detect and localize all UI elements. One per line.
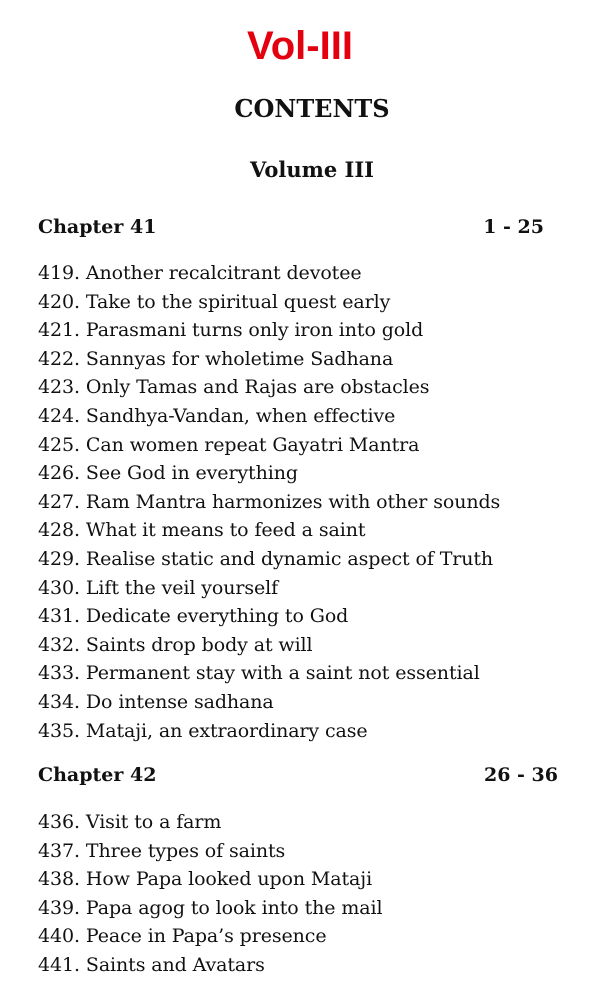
chapter-42-section	[38, 762, 558, 980]
entry-title: Papa agog to look into the mail	[85, 896, 383, 919]
entry-number: 420.	[38, 290, 80, 313]
entry-title: Can women repeat Gayatri Mantra	[85, 433, 420, 456]
entry-title: Realise static and dynamic aspect of Truth	[85, 547, 494, 570]
entry-number: 425.	[38, 433, 80, 456]
toc-entry	[38, 808, 558, 837]
entry-title: Only Tamas and Rajas are obstacles	[85, 376, 430, 399]
toc-entry	[38, 894, 558, 923]
toc-entry	[38, 951, 558, 980]
volume-heading: Volume III	[250, 157, 374, 182]
entry-title: Parasmani turns only iron into gold	[85, 319, 424, 342]
entry-number: 424.	[38, 404, 80, 427]
chapter-title: Chapter 42	[38, 764, 157, 786]
entry-title: Sannyas for wholetime Sadhana	[85, 347, 394, 370]
entry-number: 432.	[38, 633, 80, 656]
entry-number: 426.	[38, 462, 80, 485]
entry-number: 435.	[38, 719, 80, 742]
entry-number: 429.	[38, 547, 80, 570]
chapter-41-section	[38, 214, 558, 745]
toc-entry	[38, 717, 558, 746]
entry-title: See God in everything	[85, 462, 298, 485]
entry-title: Peace in Papa’s presence	[85, 925, 327, 948]
entry-number: 437.	[38, 839, 80, 862]
entry-title: Ram Mantra harmonizes with other sounds	[85, 490, 501, 513]
toc-entry	[38, 688, 558, 717]
entry-number: 431.	[38, 605, 80, 628]
entry-title: How Papa looked upon Mataji	[85, 868, 373, 891]
entry-title: What it means to feed a saint	[85, 519, 366, 542]
entry-title: Sandhya-Vandan, when effective	[85, 404, 396, 427]
entry-title: Another recalcitrant devotee	[85, 262, 362, 284]
entry-title: Saints drop body at will	[85, 633, 313, 656]
entry-title: Saints and Avatars	[85, 953, 265, 976]
toc-entry	[38, 431, 558, 460]
entry-number: 433.	[38, 662, 80, 685]
toc-entry	[38, 259, 558, 288]
entry-number: 421.	[38, 319, 80, 342]
entry-title: Dedicate everything to God	[85, 605, 349, 628]
toc-entry	[38, 488, 558, 517]
entry-title: Permanent stay with a saint not essential	[85, 662, 480, 685]
entry-number: 419.	[38, 262, 80, 284]
entry-number: 436.	[38, 811, 80, 833]
toc-entry	[38, 631, 558, 660]
entry-title: Take to the spiritual quest early	[85, 290, 391, 313]
toc-entry	[38, 316, 558, 345]
entry-title: Mataji, an extraordinary case	[85, 719, 368, 742]
entry-number: 423.	[38, 376, 80, 399]
toc-entry	[38, 837, 558, 866]
toc-entry	[38, 516, 558, 545]
entry-number: 434.	[38, 690, 80, 713]
entry-title: Visit to a farm	[85, 811, 222, 833]
toc-entry	[38, 865, 558, 894]
entry-number: 427.	[38, 490, 80, 513]
chapter-entries-list	[38, 808, 558, 980]
chapter-page-range: 26 - 36	[484, 764, 558, 786]
chapter-header	[38, 214, 558, 240]
toc-entry	[38, 288, 558, 317]
entry-number: 438.	[38, 868, 80, 891]
toc-entry	[38, 459, 558, 488]
chapter-title: Chapter 41	[38, 216, 157, 238]
chapter-entries-list	[38, 259, 558, 745]
toc-entry	[38, 345, 558, 374]
entry-number: 422.	[38, 347, 80, 370]
entry-title: Three types of saints	[85, 839, 286, 862]
toc-entry	[38, 574, 558, 603]
entry-title: Do intense sadhana	[85, 690, 274, 713]
toc-entry	[38, 922, 558, 951]
toc-entry	[38, 545, 558, 574]
entry-number: 430.	[38, 576, 80, 599]
toc-entry	[38, 373, 558, 402]
toc-entry	[38, 659, 558, 688]
toc-entry	[38, 602, 558, 631]
entry-number: 439.	[38, 896, 80, 919]
chapter-page-range: 1 - 25	[483, 216, 544, 238]
entry-number: 440.	[38, 925, 80, 948]
entry-number: 441.	[38, 953, 80, 976]
entry-number: 428.	[38, 519, 80, 542]
volume-label: Vol-III	[247, 24, 353, 68]
toc-entry	[38, 402, 558, 431]
contents-heading: CONTENTS	[234, 94, 390, 123]
entry-title: Lift the veil yourself	[85, 576, 279, 599]
chapter-header	[38, 762, 558, 788]
